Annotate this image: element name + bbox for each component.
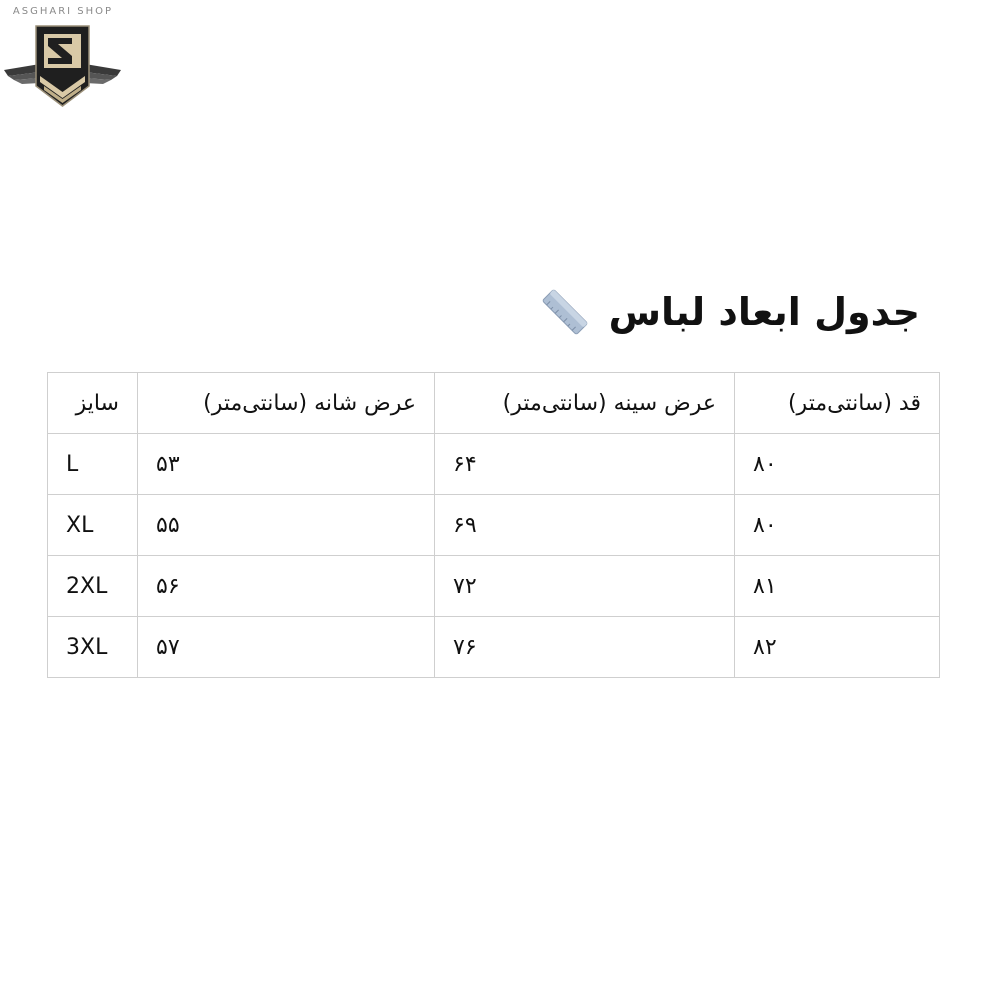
cell-shoulder: ۵۳	[138, 434, 435, 495]
cell-size: 2XL	[48, 556, 138, 617]
cell-chest: ۶۴	[435, 434, 735, 495]
cell-chest: ۷۶	[435, 617, 735, 678]
table-row	[48, 495, 940, 556]
cell-shoulder: ۵۵	[138, 495, 435, 556]
cell-size: L	[48, 434, 138, 495]
brand-logo	[0, 6, 125, 106]
header-height: قد (سانتی‌متر)	[735, 373, 940, 434]
page-title-text: جدول ابعاد لباس	[608, 290, 920, 334]
shield-emblem-icon	[0, 20, 125, 110]
table-row	[48, 617, 940, 678]
size-chart-table	[47, 372, 940, 678]
table-row	[48, 556, 940, 617]
cell-height: ۸۰	[735, 434, 940, 495]
cell-shoulder: ۵۷	[138, 617, 435, 678]
cell-size: XL	[48, 495, 138, 556]
header-chest-width: عرض سینه (سانتی‌متر)	[435, 373, 735, 434]
cell-chest: ۶۹	[435, 495, 735, 556]
cell-height: ۸۰	[735, 495, 940, 556]
cell-height: ۸۲	[735, 617, 940, 678]
ruler-icon	[535, 282, 595, 342]
header-shoulder-width: عرض شانه (سانتی‌متر)	[138, 373, 435, 434]
header-size: سایز	[48, 373, 138, 434]
page-title	[535, 282, 920, 342]
table-row	[48, 434, 940, 495]
brand-name: ASGHARI SHOP	[12, 6, 114, 17]
cell-height: ۸۱	[735, 556, 940, 617]
table-header-row	[48, 373, 940, 434]
cell-shoulder: ۵۶	[138, 556, 435, 617]
cell-size: 3XL	[48, 617, 138, 678]
cell-chest: ۷۲	[435, 556, 735, 617]
